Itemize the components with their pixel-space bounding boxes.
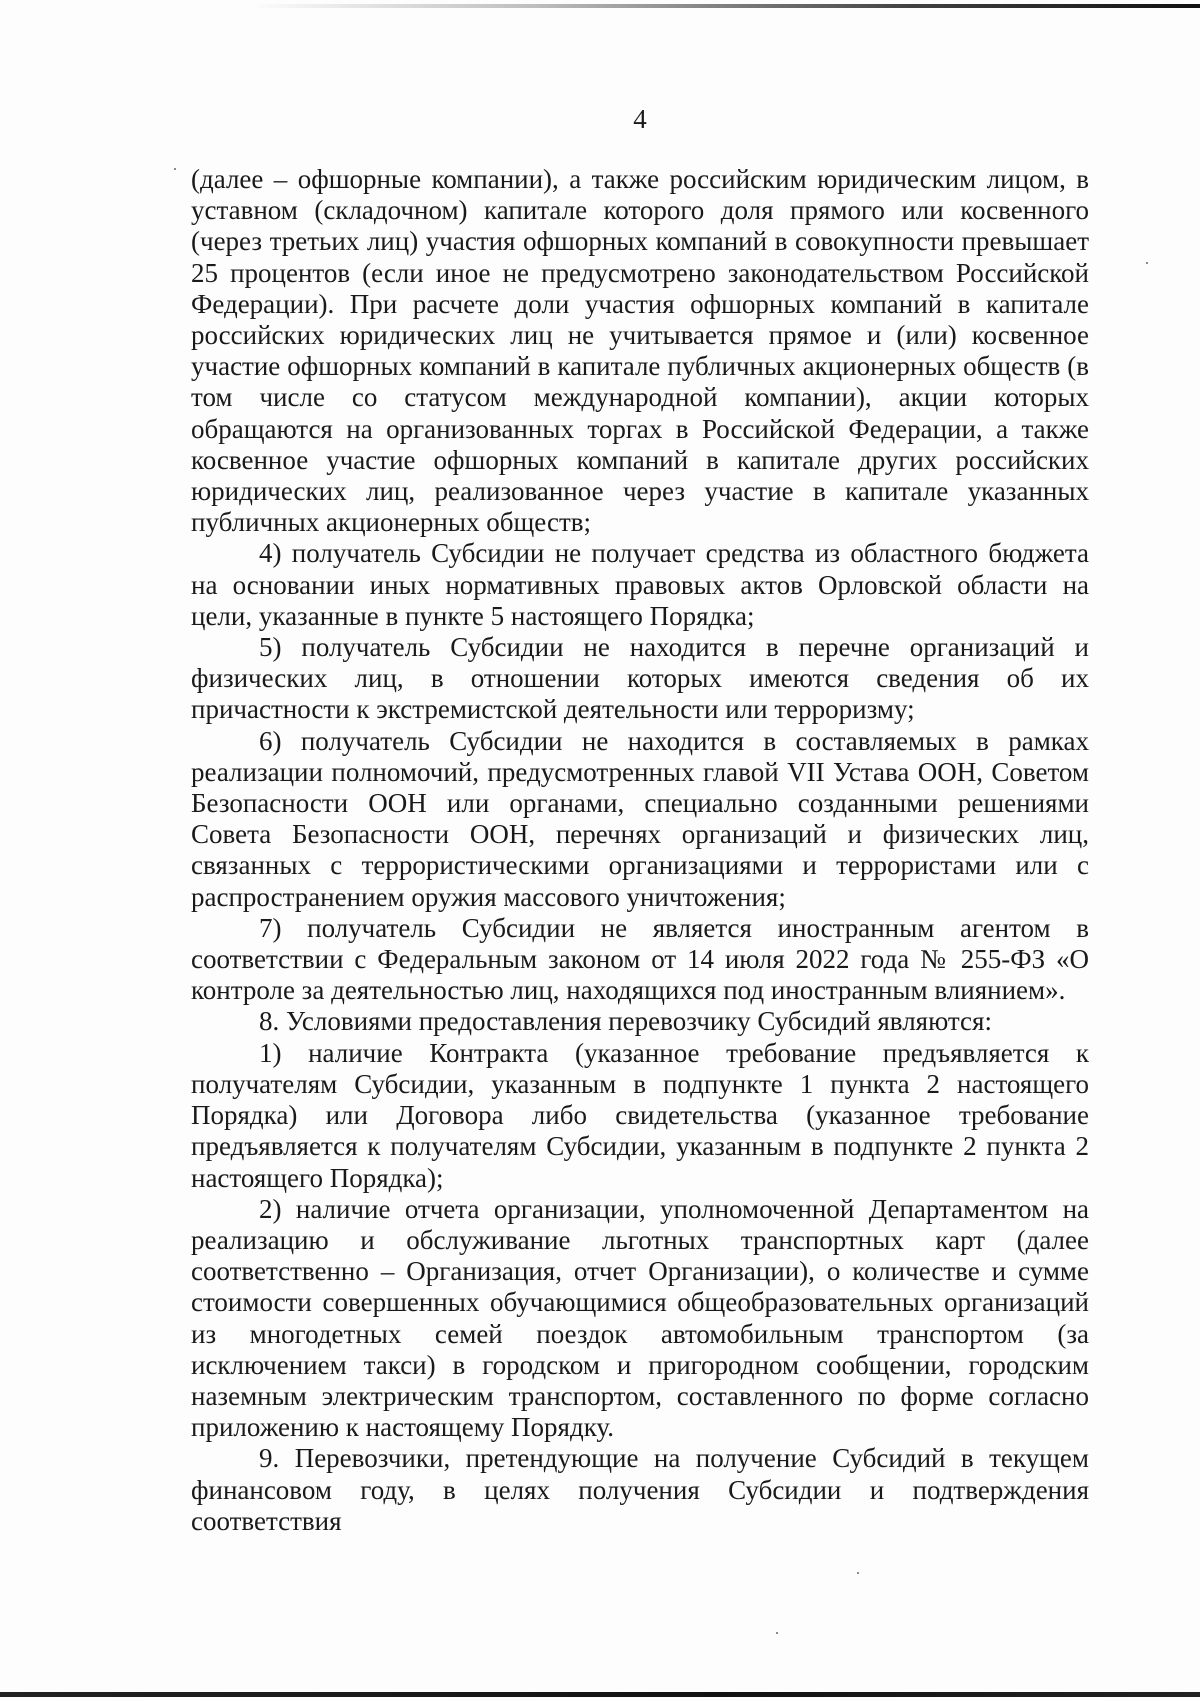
scan-speck bbox=[857, 1572, 859, 1574]
paragraph-condition-1: 1) наличие Контракта (указанное требование предъявляется к получателям Субсидии, указанным в подпункте 1 пункта 2 настоящего Порядка) или Договора либо свидетельства (указанное требование предъявляется к получателям Субсидии, указанным в подпункте 2 пункта 2 настоящего Порядка); bbox=[191, 1037, 1089, 1193]
scan-top-edge bbox=[250, 4, 1200, 8]
paragraph-offshore-definition: (далее – офшорные компании), а также российским юридическим лицом, в уставном (складочном) капитале которого доля прямого или косвенного (через третьих лиц) участия офшорных компаний в совокупности превышает 25 процентов (если иное не предусмотрено законодательством Российской Федерации). При расчете доли участия офшорных компаний в капитале российских юридических лиц не учитывается прямое и (или) косвенное участие офшорных компаний в капитале публичных акционерных обществ (в том числе со статусом международной компании), акции которых обращаются на организованных торгах в Российской Федерации, а также косвенное участие офшорных компаний в капитале других российских юридических лиц, реализованное через участие в капитале указанных публичных акционерных обществ; bbox=[191, 164, 1089, 538]
paragraph-condition-2: 2) наличие отчета организации, уполномоченной Департаментом на реализацию и обслуживание льготных транспортных карт (далее соответственно – Организация, отчет Организации), о количестве и сумме стоимости совершенных обучающимися общеобразовательных организаций из многодетных семей поездок автомобильным транспортом (за исключением такси) в городском и пригородном сообщении, городским наземным электрическим транспортом, составленного по форме согласно приложению к настоящему Порядку. bbox=[191, 1193, 1089, 1443]
paragraph-section-8: 8. Условиями предоставления перевозчику Субсидий являются: bbox=[259, 1006, 992, 1037]
page-number: 4 bbox=[633, 104, 647, 134]
paragraph-item-6: 6) получатель Субсидии не находится в составляемых в рамках реализации полномочий, предусмотренных главой VII Устава ООН, Советом Безопасности ООН или органами, специально созданными решениями Совета Безопасности ООН, перечнях организаций и физических лиц, связанных с террористическими организациями и террористами или с распространением оружия массового уничтожения; bbox=[191, 725, 1089, 912]
paragraph-item-4: 4) получатель Субсидии не получает средства из областного бюджета на основании иных нормативных правовых актов Орловской области на цели, указанные в пункте 5 настоящего Порядка; bbox=[191, 538, 1089, 631]
scan-speck bbox=[174, 168, 176, 170]
paragraph-section-9: 9. Перевозчики, претендующие на получение Субсидий в текущем финансовом году, в целях получения Субсидии и подтверждения соответствия bbox=[191, 1443, 1089, 1536]
scan-bottom-edge bbox=[0, 1692, 1200, 1697]
scan-speck bbox=[776, 1632, 778, 1634]
scan-speck bbox=[1146, 262, 1148, 264]
paragraph-item-5: 5) получатель Субсидии не находится в перечне организаций и физических лиц, в отношении которых имеются сведения об их причастности к экстремистской деятельности или терроризму; bbox=[191, 632, 1089, 725]
document-body bbox=[191, 164, 1089, 1537]
paragraph-item-7: 7) получатель Субсидии не является иностранным агентом в соответствии с Федеральным законом от 14 июля 2022 года № 255-ФЗ «О контроле за деятельностью лиц, находящихся под иностранным влиянием». bbox=[191, 912, 1089, 1006]
